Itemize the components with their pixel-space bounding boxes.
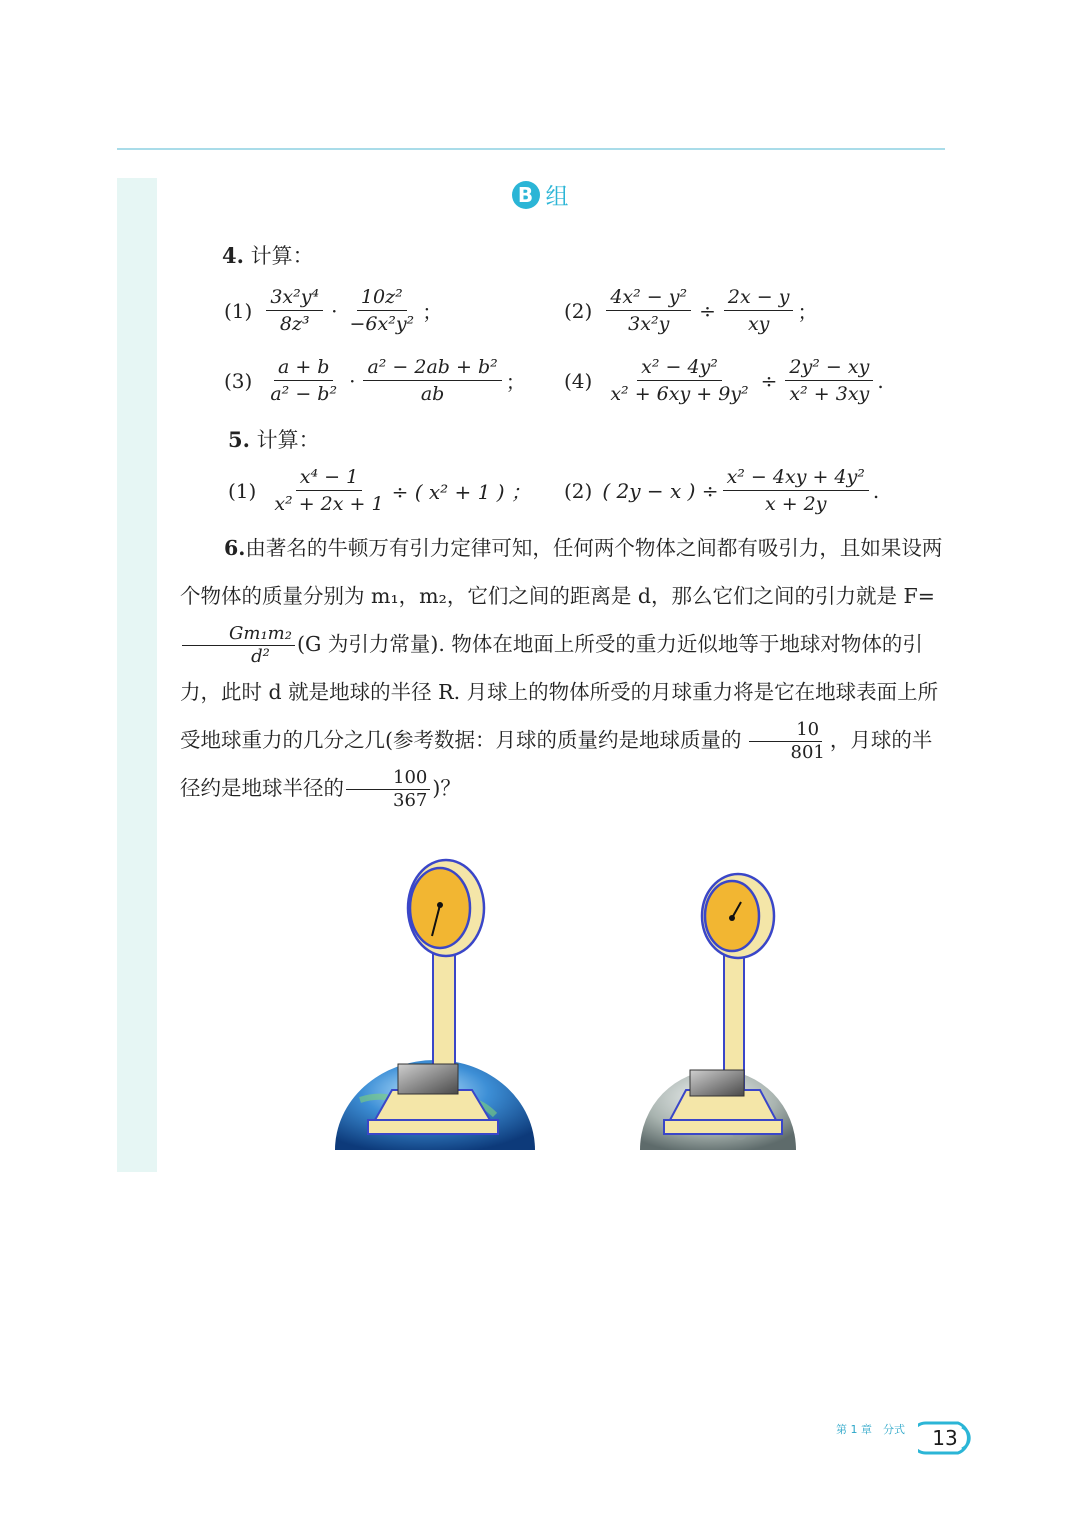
earth-weight-block xyxy=(398,1064,458,1094)
exercise-4-item-1 xyxy=(224,286,442,335)
operator: ÷ xyxy=(699,298,716,323)
fraction xyxy=(723,466,869,515)
fraction xyxy=(270,466,387,515)
operator: · xyxy=(349,368,356,393)
exercise-5-item-1 xyxy=(228,466,531,515)
operator: ÷ xyxy=(760,368,778,393)
item-label: (4) xyxy=(564,368,593,393)
numerator: a² − 2ab + b² xyxy=(363,356,501,381)
exercise-4-item-3 xyxy=(224,356,526,405)
item-label: (1) xyxy=(224,298,253,323)
denominator: a² − b² xyxy=(270,383,338,405)
exercise-5-item-2 xyxy=(564,466,879,515)
fraction xyxy=(266,286,323,335)
fraction xyxy=(606,286,691,335)
punctuation: ； xyxy=(505,370,526,394)
exercise-title: 计算： xyxy=(250,244,314,268)
group-label: 组 xyxy=(545,184,569,210)
page-number: 13 xyxy=(932,1426,958,1450)
exercise-number: 4. xyxy=(222,243,244,268)
paragraph-text: ，月球的半径约是地球半径的 xyxy=(180,728,933,800)
numerator: 2y² − xy xyxy=(785,356,873,381)
numerator: 100 xyxy=(346,767,430,790)
denominator: −6x²y² xyxy=(349,313,415,335)
earth-scale xyxy=(335,860,535,1150)
scales-illustration xyxy=(320,850,820,1160)
denominator: d² xyxy=(251,646,270,667)
denominator: x² + 6xy + 9y² xyxy=(610,383,749,405)
margin-band xyxy=(117,178,157,1172)
punctuation: . xyxy=(872,478,880,503)
numerator: 10 xyxy=(749,719,822,742)
item-label: (3) xyxy=(224,368,253,393)
exercise-4-item-4 xyxy=(564,356,884,405)
numerator: x² − 4y² xyxy=(637,356,722,381)
expression-rest: ÷ ( x² + 1 ) ； xyxy=(391,480,531,504)
denominator: 801 xyxy=(790,742,825,763)
exercise-4-item-2 xyxy=(564,286,817,335)
item-label: (1) xyxy=(228,478,257,503)
numerator: 10z² xyxy=(357,286,407,311)
punctuation: . xyxy=(877,368,884,393)
exercise-6-paragraph xyxy=(180,524,948,812)
numerator: x² − 4xy + 4y² xyxy=(723,466,869,491)
denominator: xy xyxy=(747,313,770,335)
paragraph-text: (G 为引力常量). 物体在地面上所受的重力近似地等于地球对物体的引力，此时 d 就是地球的半径 R. 月球上的物体所受的月球重力将是它在地球表面上所受地球重力的几分之几(参考数据：月球的质量约是地球质量的 xyxy=(180,632,939,752)
paragraph-text: )？ xyxy=(432,776,461,800)
numerator: x⁴ − 1 xyxy=(296,466,362,491)
paragraph-text: 由著名的牛顿万有引力定律可知，任何两个物体之间都有吸引力，且如果设两个物体的质量分别为 m₁，m₂，它们之间的距离是 d，那么它们之间的引力就是 F= xyxy=(180,536,943,608)
header-rule xyxy=(117,148,945,150)
fraction xyxy=(724,286,794,335)
mass-ratio-fraction xyxy=(744,719,828,764)
fraction xyxy=(363,356,501,405)
fraction xyxy=(606,356,752,405)
fraction xyxy=(785,356,873,405)
fraction xyxy=(345,286,418,335)
radius-ratio-fraction xyxy=(346,767,430,812)
denominator: x² + 3xy xyxy=(789,383,870,405)
exercise-number: 6. xyxy=(224,536,246,560)
denominator: x² + 2x + 1 xyxy=(274,493,384,515)
item-label: (2) xyxy=(564,478,593,503)
group-title xyxy=(0,178,1080,211)
exercise-title: 计算： xyxy=(256,428,320,452)
denominator: 8z³ xyxy=(279,313,310,335)
chapter-footer: 第 1 章 分式 xyxy=(836,1423,905,1436)
item-label: (2) xyxy=(564,298,593,323)
numerator: Gm₁m₂ xyxy=(182,623,295,646)
exercise-5-heading xyxy=(228,424,320,454)
exercise-4-heading xyxy=(222,240,314,270)
gravity-formula-fraction xyxy=(182,623,295,668)
denominator: 3x²y xyxy=(628,313,670,335)
expression-prefix: ( 2y − x ) ÷ xyxy=(602,478,719,503)
punctuation: ； xyxy=(797,300,818,324)
fraction xyxy=(266,356,341,405)
numerator: 4x² − y² xyxy=(606,286,691,311)
group-letter-badge: B xyxy=(512,181,540,209)
denominator: 367 xyxy=(393,790,428,811)
operator: · xyxy=(331,298,338,323)
denominator: ab xyxy=(420,383,445,405)
moon-weight-block xyxy=(690,1070,744,1096)
exercise-number: 5. xyxy=(228,427,250,452)
denominator: x + 2y xyxy=(764,493,827,515)
numerator: a + b xyxy=(274,356,334,381)
punctuation: ； xyxy=(422,300,443,324)
numerator: 3x²y⁴ xyxy=(266,286,323,311)
moon-scale xyxy=(640,874,796,1150)
numerator: 2x − y xyxy=(724,286,794,311)
